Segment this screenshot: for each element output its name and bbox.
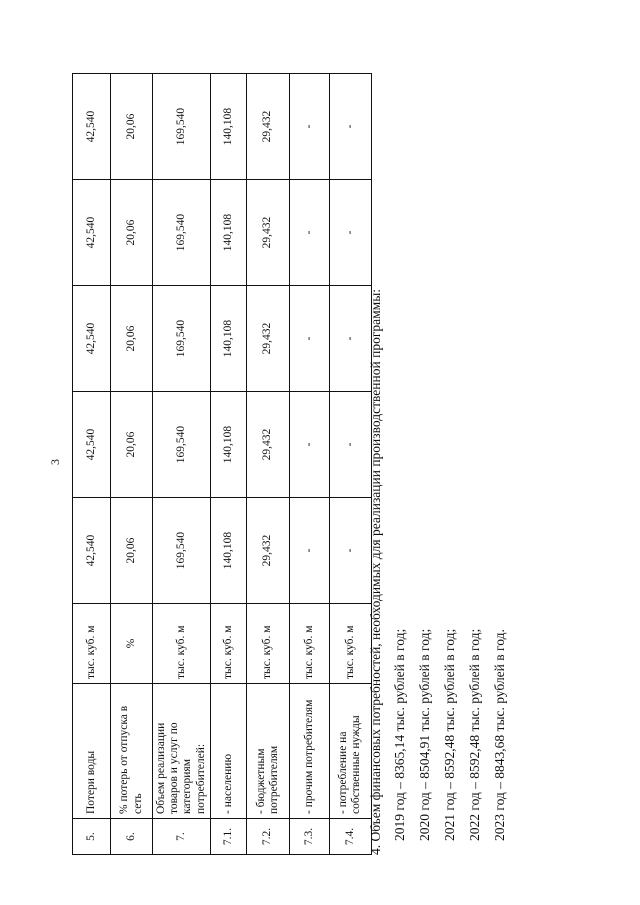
row-unit: тыс. куб. м bbox=[246, 604, 289, 684]
table-row bbox=[329, 74, 371, 855]
row-label: - населению bbox=[210, 684, 246, 819]
row-number: 7.3. bbox=[289, 819, 329, 855]
row-unit: тыс. куб. м bbox=[153, 604, 211, 684]
row-value: 42,540 bbox=[73, 180, 111, 286]
table-row bbox=[111, 74, 153, 855]
row-number: 6. bbox=[111, 819, 153, 855]
table-row bbox=[289, 74, 329, 855]
row-label: - потребление на собственные нужды bbox=[329, 684, 371, 819]
rotated-content bbox=[20, 25, 600, 885]
row-value: 29,432 bbox=[246, 286, 289, 392]
row-value: 20,06 bbox=[111, 286, 153, 392]
row-number: 7.1. bbox=[210, 819, 246, 855]
row-unit: тыс. куб. м bbox=[329, 604, 371, 684]
row-label: % потерь от отпуска в сеть bbox=[111, 684, 153, 819]
production-table bbox=[72, 73, 372, 855]
row-value: 140,108 bbox=[210, 180, 246, 286]
row-label: - прочим потребителям bbox=[289, 684, 329, 819]
row-value: 140,108 bbox=[210, 286, 246, 392]
row-unit: тыс. куб. м bbox=[73, 604, 111, 684]
finance-line: 2020 год – 8504,91 тыс. рублей в год; bbox=[417, 628, 432, 841]
row-value: 42,540 bbox=[73, 498, 111, 604]
row-value: 169,540 bbox=[153, 286, 211, 392]
row-value: 42,540 bbox=[73, 74, 111, 180]
row-label: Потери воды bbox=[73, 684, 111, 819]
row-value: - bbox=[289, 498, 329, 604]
row-value: - bbox=[289, 74, 329, 180]
row-unit: тыс. куб. м bbox=[289, 604, 329, 684]
row-value: 169,540 bbox=[153, 498, 211, 604]
table-row bbox=[153, 74, 211, 855]
row-value: 140,108 bbox=[210, 74, 246, 180]
row-label: - бюджетным потребителям bbox=[246, 684, 289, 819]
finance-line: 2019 год – 8365,14 тыс. рублей в год; bbox=[392, 628, 407, 841]
finance-heading: 4. Объем финансовых потребностей, необходимых для реализации производственной программы: bbox=[368, 288, 383, 855]
table-row bbox=[73, 74, 111, 855]
row-value: 20,06 bbox=[111, 74, 153, 180]
row-value: - bbox=[329, 498, 371, 604]
row-label: Объем реализации товаров и услуг по категориям потребителей: bbox=[153, 684, 211, 819]
row-value: 140,108 bbox=[210, 498, 246, 604]
row-value: 140,108 bbox=[210, 392, 246, 498]
row-value: 29,432 bbox=[246, 74, 289, 180]
table-row bbox=[210, 74, 246, 855]
row-number: 5. bbox=[73, 819, 111, 855]
row-value: 20,06 bbox=[111, 180, 153, 286]
row-value: - bbox=[329, 392, 371, 498]
finance-line: 2022 год – 8592,48 тыс. рублей в год; bbox=[467, 628, 482, 841]
row-number: 7.4. bbox=[329, 819, 371, 855]
row-value: 20,06 bbox=[111, 392, 153, 498]
row-unit: тыс. куб. м bbox=[210, 604, 246, 684]
row-value: 42,540 bbox=[73, 392, 111, 498]
row-value: - bbox=[289, 286, 329, 392]
row-value: 20,06 bbox=[111, 498, 153, 604]
row-value: - bbox=[329, 180, 371, 286]
row-number: 7. bbox=[153, 819, 211, 855]
row-number: 7.2. bbox=[246, 819, 289, 855]
table-row bbox=[246, 74, 289, 855]
row-value: - bbox=[329, 74, 371, 180]
row-value: 169,540 bbox=[153, 74, 211, 180]
row-value: 29,432 bbox=[246, 392, 289, 498]
row-value: - bbox=[289, 392, 329, 498]
row-value: 169,540 bbox=[153, 392, 211, 498]
finance-section bbox=[368, 55, 517, 855]
finance-line: 2021 год – 8592,48 тыс. рублей в год; bbox=[442, 628, 457, 841]
row-value: 29,432 bbox=[246, 498, 289, 604]
finance-line: 2023 год – 8843,68 тыс. рублей в год. bbox=[492, 629, 507, 841]
row-unit: % bbox=[111, 604, 153, 684]
row-value: 42,540 bbox=[73, 286, 111, 392]
row-value: 169,540 bbox=[153, 180, 211, 286]
row-value: 29,432 bbox=[246, 180, 289, 286]
row-value: - bbox=[329, 286, 371, 392]
row-value: - bbox=[289, 180, 329, 286]
page-number: 3 bbox=[48, 459, 62, 465]
